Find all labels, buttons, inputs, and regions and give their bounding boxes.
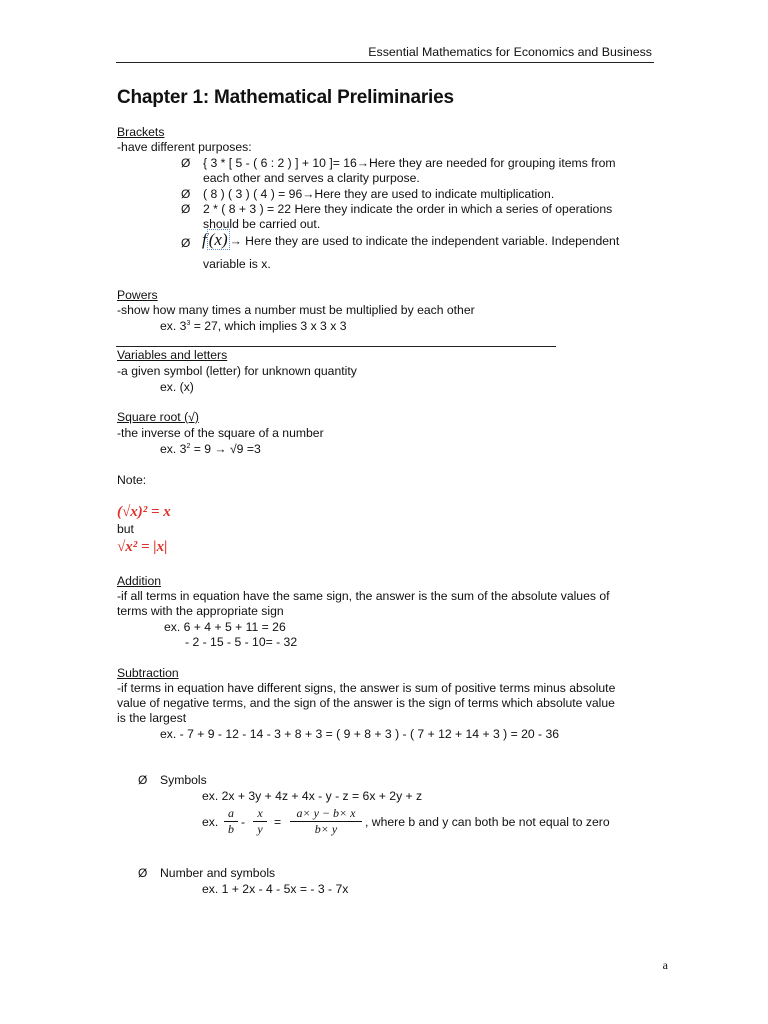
bullet-icon: Ø xyxy=(181,236,191,250)
sqrt-heading: Square root (√) xyxy=(117,410,199,424)
symbols-label: Symbols xyxy=(160,773,207,787)
brackets-item2: ( 8 ) ( 3 ) ( 4 ) = 96→Here they are used to indicate multiplication. xyxy=(203,187,555,201)
symbols-example-2-prefix: ex. xyxy=(202,815,219,829)
section-divider xyxy=(116,346,556,347)
addition-example-1: ex. 6 + 4 + 5 + 11 = 26 xyxy=(164,620,286,634)
addition-example-2: - 2 - 15 - 5 - 10= - 32 xyxy=(185,635,298,649)
brackets-item3-line1: 2 * ( 8 + 3 ) = 22 Here they indicate the order in which a series of operations xyxy=(203,202,613,216)
variables-example: ex. (x) xyxy=(160,380,194,394)
subtraction-line3: is the largest xyxy=(117,711,187,725)
note-formula-2: √x² = |x| xyxy=(117,539,168,555)
addition-heading: Addition xyxy=(117,574,162,588)
bullet-icon: Ø xyxy=(181,187,191,201)
page-number: a xyxy=(662,958,668,972)
chapter-title: Chapter 1: Mathematical Preliminaries xyxy=(117,87,454,108)
brackets-item4-text: → Here they are used to indicate the independent variable. Independent xyxy=(229,234,620,248)
function-notation: f (x) xyxy=(202,230,228,249)
symbols-example-2-suffix: , where b and y can both be not equal to zero xyxy=(365,815,610,829)
running-header: Essential Mathematics for Economics and Business xyxy=(368,45,652,59)
equals-sign: = xyxy=(274,815,282,829)
powers-example: ex. $3^3 = 27$, which implies 3 x 3 x 3 xyxy=(160,319,347,333)
subtraction-line1: -if terms in equation have different signs, the answer is sum of positive terms minus absolute xyxy=(117,681,616,695)
sqrt-example: ex. $3^2 = 9 \to √9 =3$ xyxy=(160,442,261,456)
fraction-result: $\frac{a\times y - b\times x}{b\times y}$ xyxy=(290,806,362,837)
note-label: Note: xyxy=(117,473,147,487)
brackets-item1-line1: { 3 * [ 5 - ( 6 : 2 ) ] + 10 ]= 16→Here they are needed for grouping items from xyxy=(203,156,616,170)
note-formula-1: (√x)² = x xyxy=(117,504,171,520)
note-but: but xyxy=(117,522,134,536)
symbols-example-1: ex. 2x + 3y + 4z + 4x - y - z = 6x + 2y + z xyxy=(202,789,423,803)
sqrt-intro: -the inverse of the square of a number xyxy=(117,426,324,440)
brackets-item3-line2: should be carried out. xyxy=(203,217,321,231)
brackets-intro: -have different purposes: xyxy=(117,140,252,154)
bullet-icon: Ø xyxy=(138,773,148,787)
number-symbols-example: ex. 1 + 2x - 4 - 5x = - 3 - 7x xyxy=(202,882,349,896)
addition-line2: terms with the appropriate sign xyxy=(117,604,284,618)
brackets-item4 xyxy=(202,232,619,249)
header-rule xyxy=(116,62,654,63)
variables-intro: -a given symbol (letter) for unknown quantity xyxy=(117,364,357,378)
bullet-icon: Ø xyxy=(181,156,191,170)
fraction-a-over-b: $\frac{a}{b}$ xyxy=(224,806,238,837)
minus-sign: - xyxy=(241,815,246,829)
bullet-icon: Ø xyxy=(181,202,191,216)
number-symbols-label: Number and symbols xyxy=(160,866,276,880)
brackets-item1-line2: each other and serves a clarity purpose. xyxy=(203,171,420,185)
fraction-x-over-y: $\frac{x}{y}$ xyxy=(253,806,267,837)
subtraction-heading: Subtraction xyxy=(117,666,179,680)
powers-intro: -show how many times a number must be multiplied by each other xyxy=(117,303,475,317)
bullet-icon: Ø xyxy=(138,866,148,880)
powers-heading: Powers xyxy=(117,288,158,302)
brackets-heading: Brackets xyxy=(117,125,165,139)
subtraction-line2: value of negative terms, and the sign of the answer is the sign of terms which absolute value xyxy=(117,696,615,710)
addition-line1: -if all terms in equation have the same sign, the answer is the sum of the absolute values of xyxy=(117,589,610,603)
variables-heading: Variables and letters xyxy=(117,348,228,362)
subtraction-example: ex. - 7 + 9 - 12 - 14 - 3 + 8 + 3 = ( 9 + 8 + 3 ) - ( 7 + 12 + 14 + 3 ) = 20 - 36 xyxy=(160,727,560,741)
brackets-item4-line2: variable is x. xyxy=(203,257,271,271)
